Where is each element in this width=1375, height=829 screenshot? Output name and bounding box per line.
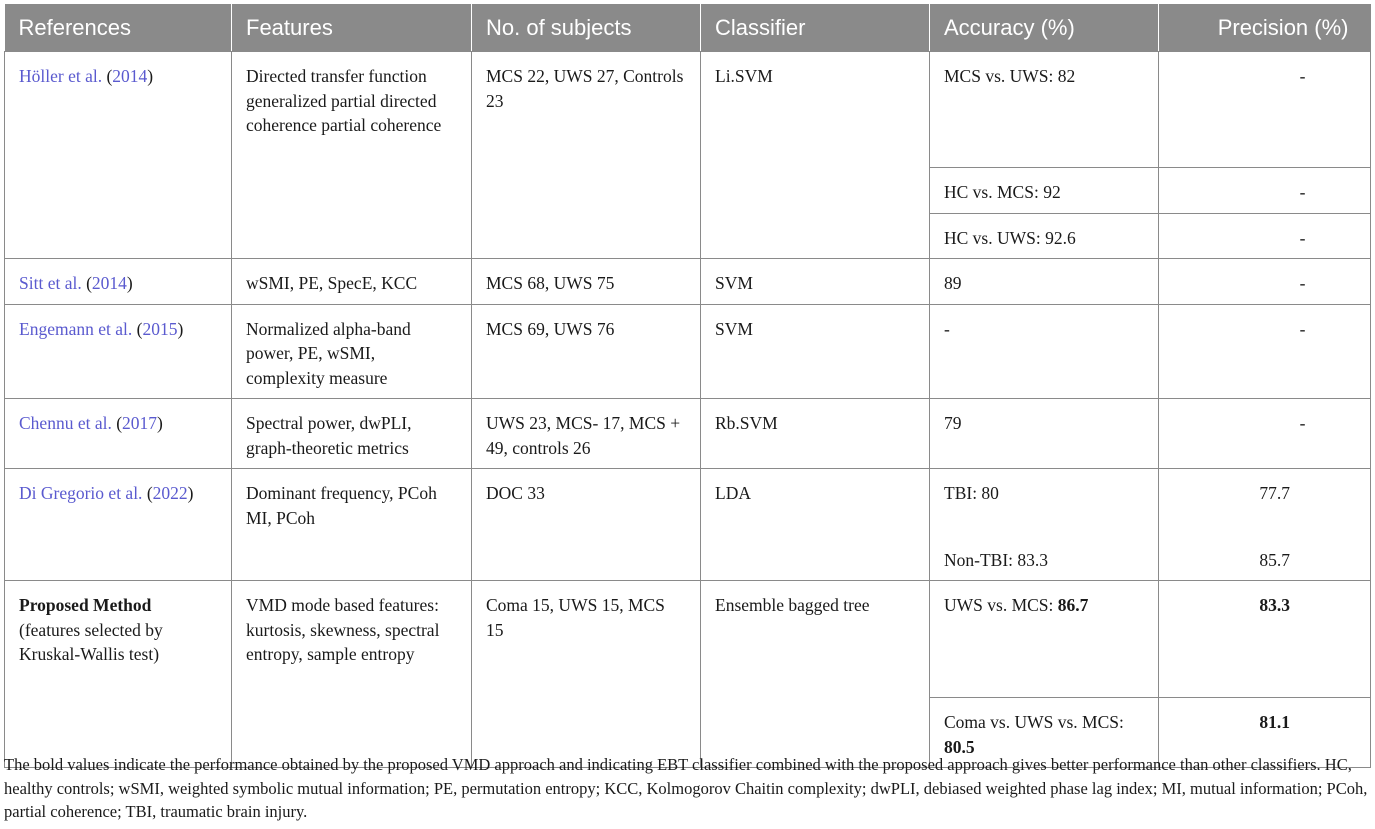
classifier-cell: LDA: [701, 469, 930, 581]
accuracy-bold-value: 86.7: [1057, 595, 1089, 615]
reference-link[interactable]: Di Gregorio et al.: [19, 483, 143, 503]
table-row: [5, 581, 1371, 698]
precision-value: 77.7: [1259, 483, 1290, 503]
header-precision: Precision (%): [1159, 4, 1371, 52]
reference-year-link[interactable]: 2022: [152, 483, 188, 503]
accuracy-cell: MCS vs. UWS: 82: [930, 52, 1159, 168]
features-cell: Directed transfer function generalized partial directed coherence partial coherence: [232, 52, 472, 259]
precision-bold-value: 83.3: [1259, 595, 1290, 615]
reference-link[interactable]: Engemann et al.: [19, 318, 133, 339]
accuracy-bold-value: 80.5: [944, 736, 975, 757]
reference-paren: (: [142, 483, 153, 503]
header-subjects: No. of subjects: [472, 4, 701, 52]
accuracy-cell: -: [930, 304, 1159, 399]
header-classifier: Classifier: [701, 4, 930, 52]
header-references: References: [5, 4, 232, 52]
reference-cell: [5, 581, 232, 768]
precision-cell: -: [1159, 304, 1371, 399]
precision-cell: -: [1159, 168, 1371, 214]
precision-cell: [1159, 469, 1371, 581]
comparison-table: [4, 4, 1371, 768]
reference-link[interactable]: Sitt et al.: [19, 273, 82, 293]
accuracy-value: Non-TBI: 83.3: [944, 549, 1049, 570]
table-header-row: [5, 4, 1371, 52]
subjects-cell: MCS 22, UWS 27, Controls 23: [472, 52, 701, 259]
reference-cell: [5, 52, 232, 259]
proposed-method-subtitle: (features selected by Kruskal-Wallis test): [19, 619, 163, 664]
accuracy-cell: 79: [930, 399, 1159, 469]
reference-link[interactable]: Chennu et al.: [19, 413, 112, 433]
precision-value: 85.7: [1259, 549, 1290, 570]
subjects-cell: MCS 69, UWS 76: [472, 304, 701, 399]
reference-year-link[interactable]: 2017: [122, 413, 158, 433]
table-row: [5, 52, 1371, 168]
reference-year-link[interactable]: 2014: [112, 66, 148, 86]
precision-cell: -: [1159, 399, 1371, 469]
accuracy-label: UWS vs. MCS:: [944, 595, 1058, 615]
accuracy-cell: 89: [930, 259, 1159, 305]
precision-cell: -: [1159, 259, 1371, 305]
reference-paren: ): [126, 273, 133, 293]
classifier-cell: SVM: [701, 304, 930, 399]
header-features: Features: [232, 4, 472, 52]
table-footnote: The bold values indicate the performance obtained by the proposed VMD approach and indicating EBT classifier combined with the proposed approach gives better performance than other classifiers. HC, healthy controls; wSMI, weighted symbolic mutual information; PE, permutation entropy; KCC, Kolmogorov Chaitin complexity; dwPLI, debiased weighted phase lag index; MI, mutual information; PCoh, partial coherence; TBI, traumatic brain injury.: [4, 755, 1368, 821]
header-accuracy: Accuracy (%): [930, 4, 1159, 52]
classifier-cell: SVM: [701, 259, 930, 305]
subjects-cell: Coma 15, UWS 15, MCS 15: [472, 581, 701, 768]
accuracy-cell: [930, 469, 1159, 581]
classifier-cell: Ensemble bagged tree: [701, 581, 930, 768]
features-cell: Normalized alpha-band power, PE, wSMI, complexity measure: [232, 304, 472, 399]
accuracy-label: Coma vs. UWS vs. MCS:: [944, 712, 1124, 732]
reference-year-link[interactable]: 2014: [91, 273, 127, 293]
precision-bold-value: 81.1: [1259, 712, 1290, 732]
subjects-cell: UWS 23, MCS- 17, MCS + 49, controls 26: [472, 399, 701, 469]
classifier-cell: Li.SVM: [701, 52, 930, 259]
reference-paren: (: [102, 66, 113, 86]
classifier-cell: Rb.SVM: [701, 399, 930, 469]
reference-paren: ): [177, 318, 184, 339]
reference-paren: (: [111, 413, 123, 433]
precision-cell: [1159, 581, 1371, 698]
features-cell: Spectral power, dwPLI, graph-theoretic metrics: [232, 399, 472, 469]
reference-year-link[interactable]: 2015: [142, 318, 178, 339]
reference-link[interactable]: Höller et al.: [19, 66, 103, 86]
reference-paren: (: [132, 318, 143, 339]
reference-cell: [5, 469, 232, 581]
table-row: [5, 259, 1371, 305]
reference-paren: (: [81, 273, 92, 293]
table-row: [5, 304, 1371, 399]
reference-cell: [5, 259, 232, 305]
accuracy-cell: [930, 581, 1159, 698]
precision-cell: -: [1159, 52, 1371, 168]
table-row: [5, 399, 1371, 469]
precision-cell: -: [1159, 213, 1371, 259]
accuracy-cell: HC vs. MCS: 92: [930, 168, 1159, 214]
features-cell: wSMI, PE, SpecE, KCC: [232, 259, 472, 305]
accuracy-value: TBI: 80: [944, 483, 999, 503]
reference-paren: ): [157, 413, 163, 433]
table-row: [5, 469, 1371, 581]
reference-paren: ): [147, 66, 154, 86]
proposed-method-title: Proposed Method: [19, 595, 152, 615]
reference-cell: [5, 304, 232, 399]
reference-cell: [5, 399, 232, 469]
comparison-table-container: [4, 4, 1370, 768]
features-cell: Dominant frequency, PCoh MI, PCoh: [232, 469, 472, 581]
subjects-cell: DOC 33: [472, 469, 701, 581]
reference-paren: ): [187, 483, 194, 503]
features-cell: VMD mode based features: kurtosis, skewness, spectral entropy, sample entropy: [232, 581, 472, 768]
accuracy-cell: HC vs. UWS: 92.6: [930, 213, 1159, 259]
subjects-cell: MCS 68, UWS 75: [472, 259, 701, 305]
